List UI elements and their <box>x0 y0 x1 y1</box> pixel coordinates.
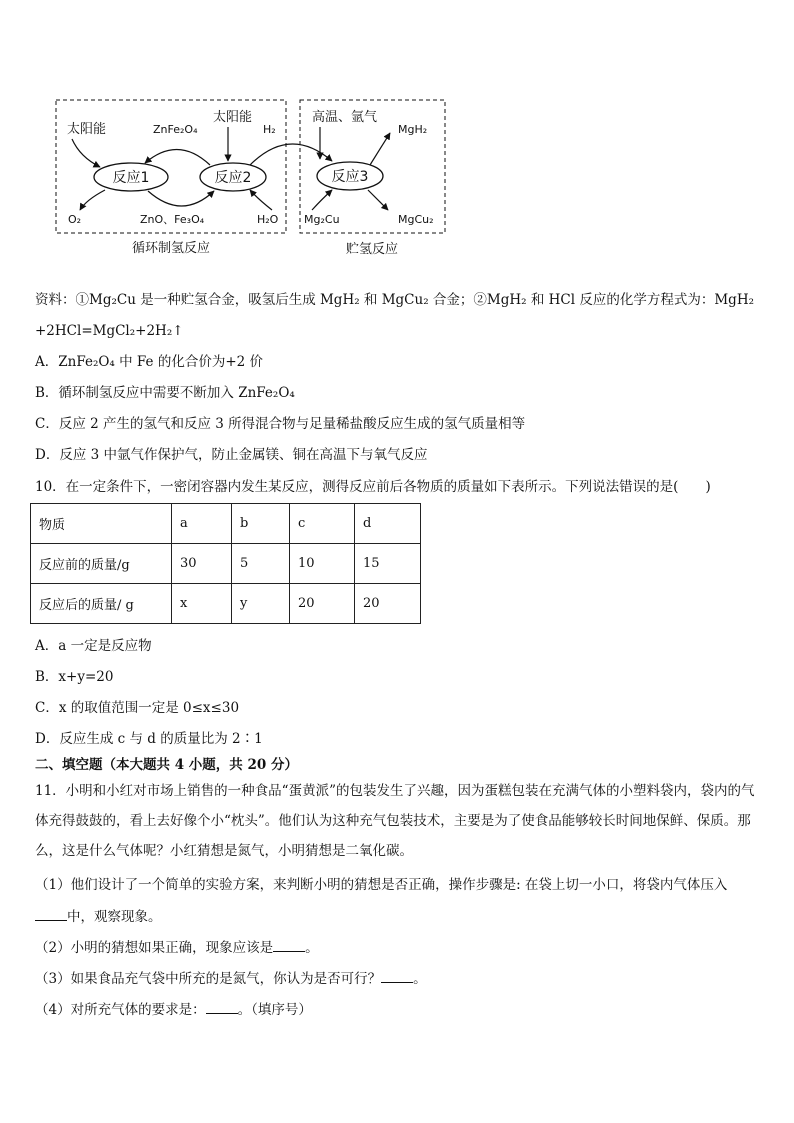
q11-part3-tail: 。 <box>413 971 427 987</box>
q11-part2-tail: 。 <box>305 940 319 956</box>
table-cell: 反应前的质量/g <box>31 544 172 584</box>
q11-part4-tail: 。（填序号） <box>237 1002 312 1018</box>
answer-blank[interactable] <box>206 999 238 1014</box>
table-row <box>31 544 421 584</box>
table-cell: 15 <box>355 544 421 584</box>
q9-option-c: C．反应 2 产生的氢气和反应 3 所得混合物与足量稀盐酸反应生成的氢气质量相等 <box>35 416 526 432</box>
mgcu2-out-arrow <box>368 190 388 210</box>
zno-fe3o4-arrow <box>148 191 214 206</box>
table-cell: x <box>172 584 232 624</box>
h2-label-top: H₂ <box>263 123 276 136</box>
znfe2o4-arrow <box>145 149 210 165</box>
q9-info-line2: +2HCl=MgCl₂+2H₂↑ <box>35 323 184 339</box>
zno-fe3o4-label: ZnO、Fe₃O₄ <box>140 213 205 226</box>
o2-label: O₂ <box>68 213 82 226</box>
q11-part3 <box>35 968 427 989</box>
q11-part1-tail: 中，观察现象。 <box>67 909 162 925</box>
cycle-group-label: 循环制氢反应 <box>131 241 211 256</box>
solar-in-label-2: 太阳能 <box>213 110 253 125</box>
reaction1-label: 反应1 <box>112 170 150 186</box>
q11-part4-text: （4）对所充气体的要求是： <box>35 1002 206 1018</box>
q9-info-line1: 资料：①Mg₂Cu 是一种贮氢合金，吸氢后生成 MgH₂ 和 MgCu₂ 合金；②MgH₂ 和 HCl 反应的化学方程式为：MgH₂ <box>35 292 754 308</box>
solar-in-arrow-1 <box>72 139 100 167</box>
solar-in-label-1: 太阳能 <box>67 122 107 137</box>
table-cell: 反应后的质量/ g <box>31 584 172 624</box>
q11-stem: 11．小明和小红对市场上销售的一种食品“蛋黄派”的包装发生了兴趣，因为蛋糕包装在充满气体的小塑料袋内，袋内的气体充得鼓鼓的，看上去好像个小“枕头”。他们认为这种充气包装技术，主要是为了使食品能够较长时间地保鲜、保质。那么，这是什么气体呢？小红猜想是氮气，小明猜想是二氧化碳。 <box>35 783 755 859</box>
storage-group-label: 贮氢反应 <box>345 242 399 257</box>
znfe2o4-label: ZnFe₂O₄ <box>153 123 198 136</box>
table-cell: y <box>232 584 290 624</box>
q11-part1-line2 <box>35 906 162 927</box>
answer-blank[interactable] <box>273 937 305 952</box>
reaction3-label: 反应3 <box>331 169 369 185</box>
reaction2-label: 反应2 <box>214 170 252 186</box>
q10-option-c: C．x 的取值范围一定是 0≤x≤30 <box>35 700 240 716</box>
table-cell: 30 <box>172 544 232 584</box>
q10-option-b: B．x+y=20 <box>35 669 114 685</box>
mg2cu-label: Mg₂Cu <box>304 213 340 226</box>
q9-option-b: B．循环制氢反应中需要不断加入 ZnFe₂O₄ <box>35 385 295 401</box>
q11-part1-line1: （1）他们设计了一个简单的实验方案，来判断小明的猜想是否正确，操作步骤是: 在袋上切一小口，将袋内气体压入 <box>35 877 728 893</box>
table-header-cell: c <box>290 504 355 544</box>
q10-stem: 10．在一定条件下，一密闭容器内发生某反应，测得反应前后各物质的质量如下表所示。下列说法错误的是( ) <box>35 479 711 495</box>
q11-part3-text: （3）如果食品充气袋中所充的是氮气，你认为是否可行？ <box>35 971 382 987</box>
table-header-cell: 物质 <box>31 504 172 544</box>
q11-part2 <box>35 937 319 958</box>
table-cell: 20 <box>290 584 355 624</box>
mg2cu-in-arrow <box>312 190 332 210</box>
q11-part2-text: （2）小明的猜想如果正确，现象应该是 <box>35 940 274 956</box>
q11-part4 <box>35 999 312 1020</box>
mgh2-out-arrow <box>370 133 390 165</box>
h2o-label: H₂O <box>257 213 279 226</box>
table-header-cell: d <box>355 504 421 544</box>
o2-out-arrow <box>80 190 105 210</box>
table-row <box>31 584 421 624</box>
reaction-diagram-svg <box>50 95 450 265</box>
q10-option-a: A．a 一定是反应物 <box>35 638 152 654</box>
q10-option-d: D．反应生成 c 与 d 的质量比为 2∶1 <box>35 731 263 747</box>
table-header-cell: b <box>232 504 290 544</box>
mgcu2-label: MgCu₂ <box>398 213 434 226</box>
h2o-in-arrow <box>250 190 272 210</box>
q9-option-d: D．反应 3 中氩气作保护气，防止金属镁、铜在高温下与氧气反应 <box>35 447 428 463</box>
answer-blank[interactable] <box>35 906 67 921</box>
table-header-row <box>31 504 421 544</box>
answer-blank[interactable] <box>381 968 413 983</box>
high-temp-argon-label: 高温、氩气 <box>312 110 378 125</box>
q9-option-a: A．ZnFe₂O₄ 中 Fe 的化合价为+2 价 <box>35 354 264 370</box>
mass-table <box>30 503 421 624</box>
table-header-cell: a <box>172 504 232 544</box>
mgh2-label: MgH₂ <box>398 123 428 136</box>
table-cell: 10 <box>290 544 355 584</box>
table-cell: 20 <box>355 584 421 624</box>
reaction-diagram <box>50 95 450 265</box>
section-heading: 二、填空题（本大题共 4 小题，共 20 分） <box>35 757 298 773</box>
table-cell: 5 <box>232 544 290 584</box>
